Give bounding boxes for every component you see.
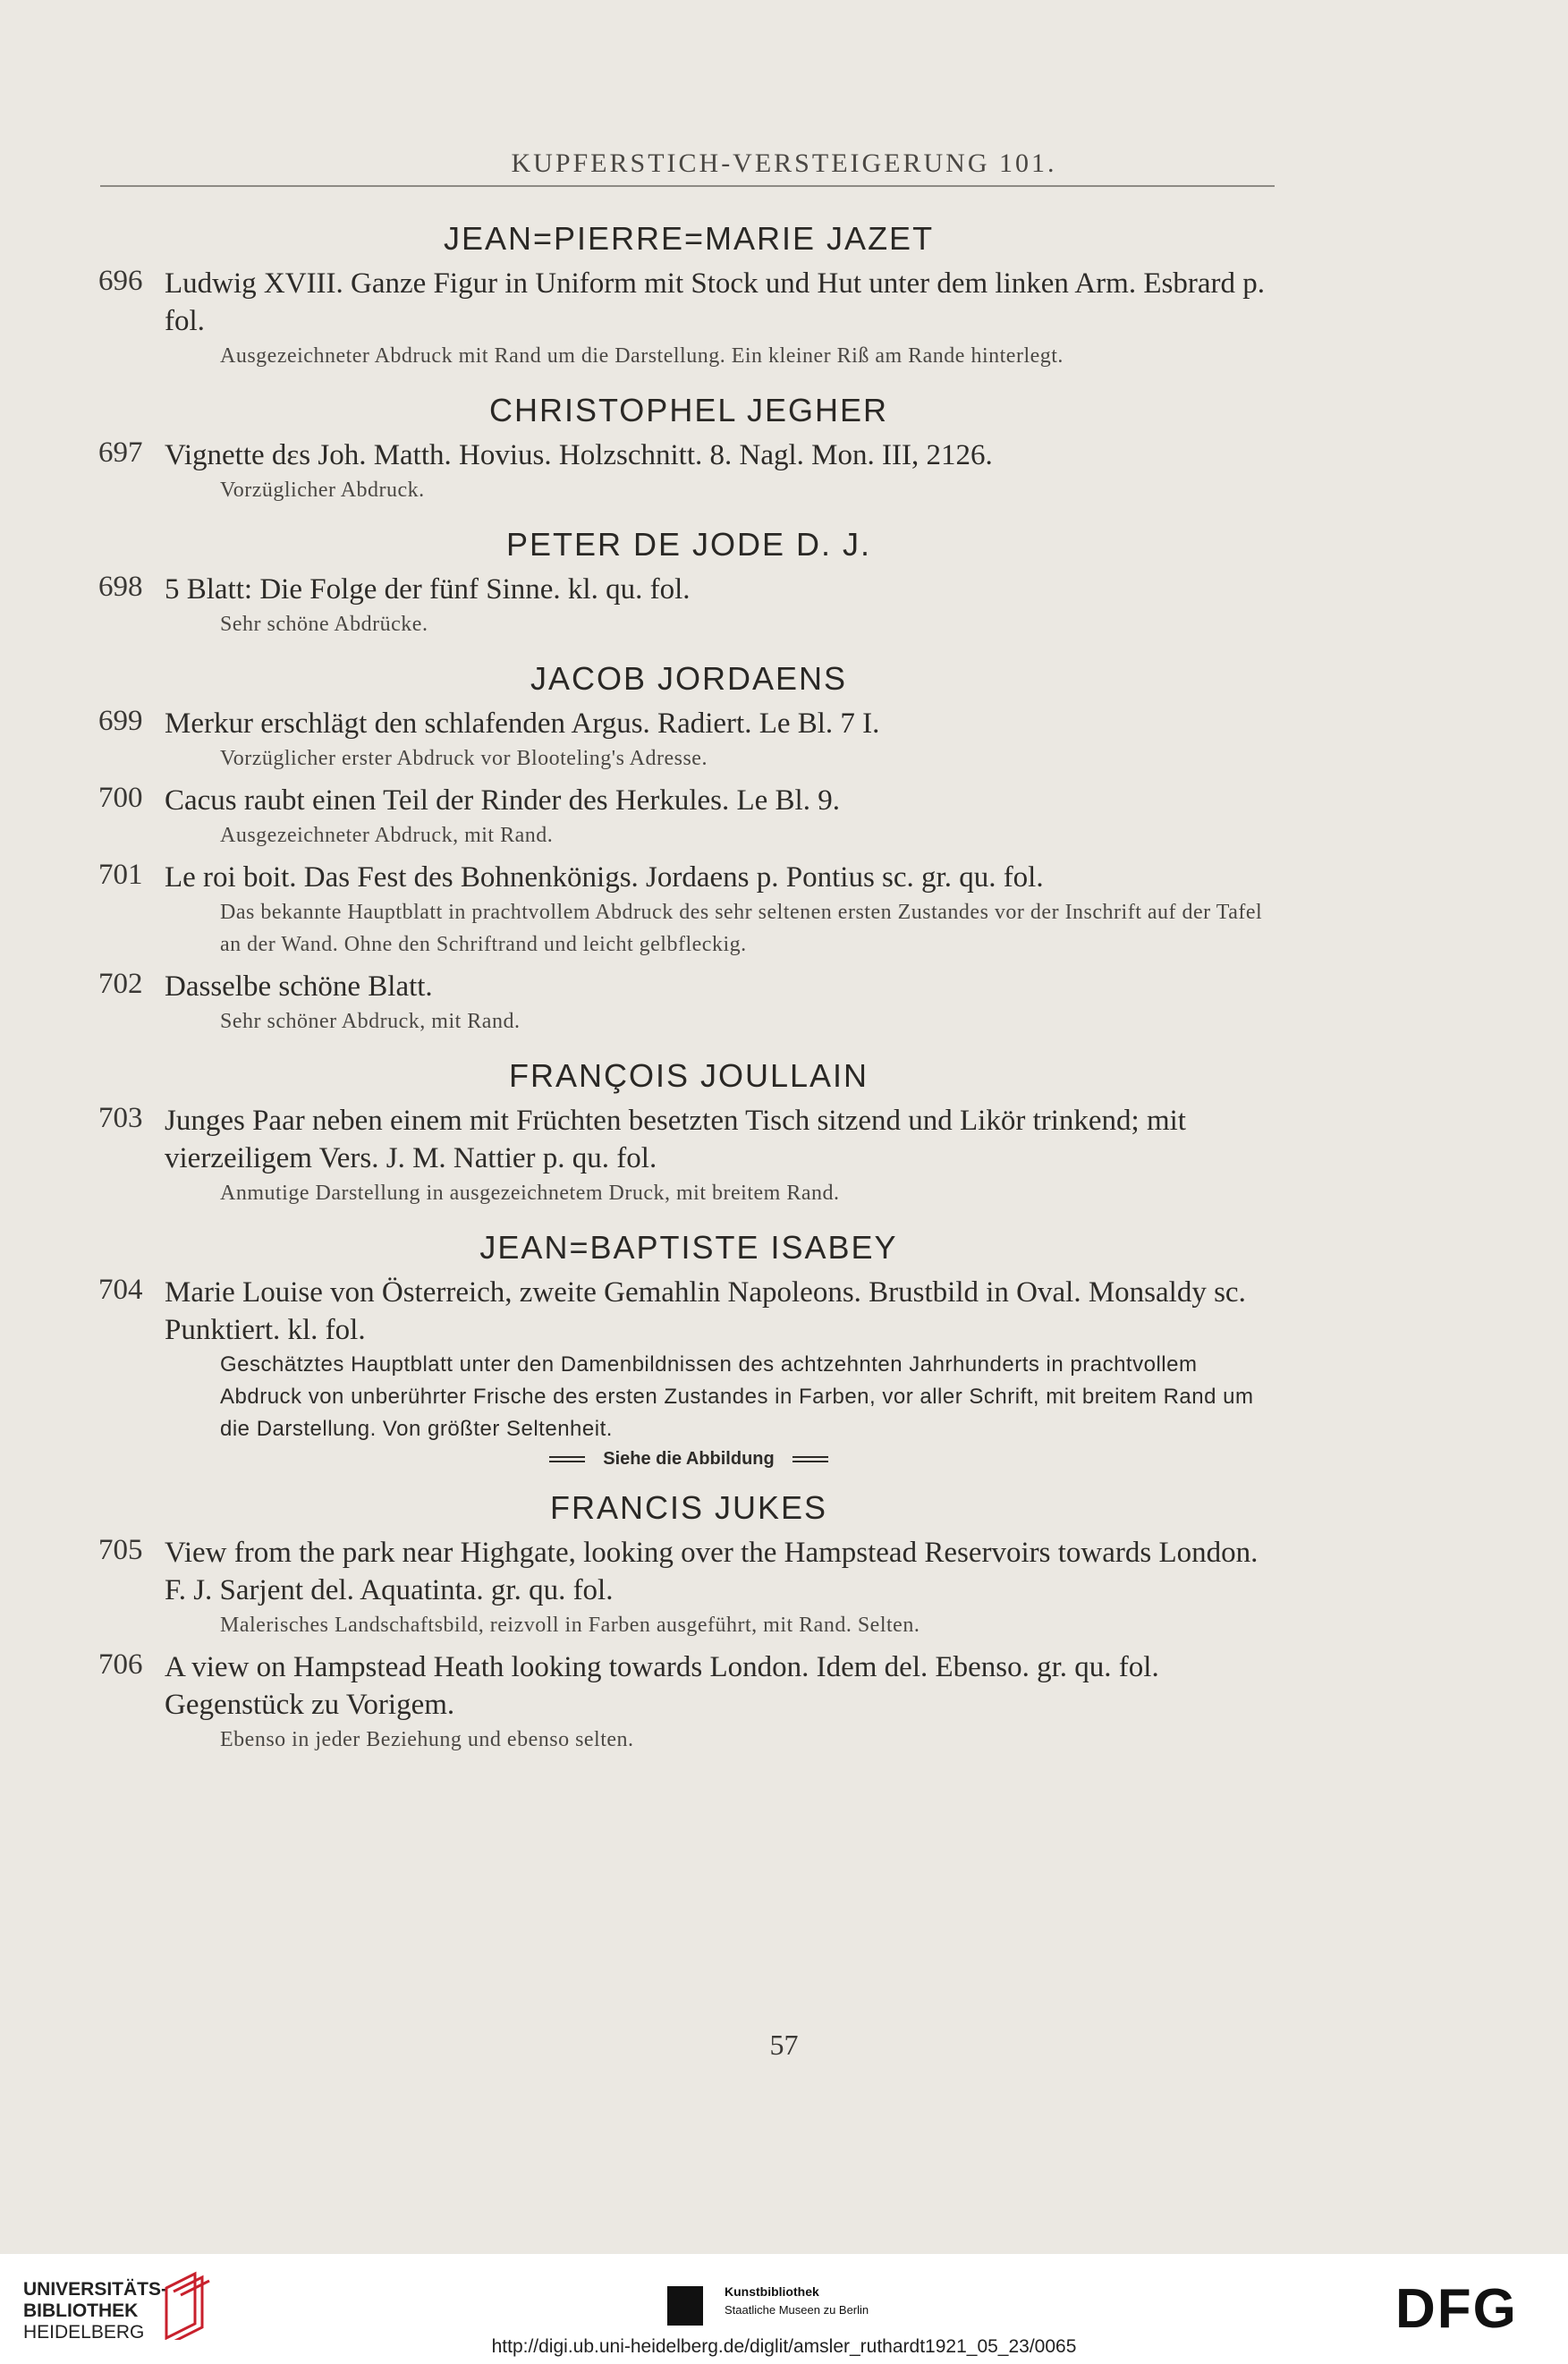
catalog-entry xyxy=(98,1102,1279,1209)
dfg-logo[interactable]: DFG xyxy=(1395,2278,1518,2340)
lot-title: 5 Blatt: Die Folge der fünf Sinne. kl. qu. fol. xyxy=(165,573,691,606)
catalog-entry xyxy=(98,1534,1279,1641)
see-illustration-note xyxy=(98,1449,1279,1470)
catalog-entry xyxy=(98,571,1279,640)
lot-note: Ausgezeichneter Abdruck, mit Rand. xyxy=(220,824,554,847)
lot-title: Junges Paar neben einem mit Früchten besetzten Tisch sitzend und Likör trinkend; mit vierzeiligem Vers. J. M. Nattier p. qu. fol. xyxy=(165,1105,1186,1174)
lot-number: 703 xyxy=(98,1102,143,1134)
lot-number: 698 xyxy=(98,571,143,603)
lot-note: Das bekannte Hauptblatt in prachtvollem Abdruck des sehr seltenen ersten Zustandes vor der Inschrift auf der Tafel an der Wand. Ohne den Schriftrand und leicht gelbfleckig. xyxy=(220,901,1263,956)
artist-heading: JACOB JORDAENS xyxy=(530,660,848,697)
lot-title: A view on Hampstead Heath looking towards London. Idem del. Ebenso. gr. qu. fol. Gegenstück zu Vorigem. xyxy=(165,1651,1159,1721)
ub-heidelberg-logo[interactable] xyxy=(23,2279,167,2343)
digitization-footer xyxy=(0,2254,1568,2364)
artist-heading: FRANCIS JUKES xyxy=(549,1489,828,1526)
lot-note: Vorzüglicher erster Abdruck vor Blooteling's Adresse. xyxy=(220,747,708,770)
source-url-link[interactable]: http://digi.ub.uni-heidelberg.de/diglit/amsler_ruthardt1921_05_23/0065 xyxy=(491,2336,1077,2357)
artist-heading: FRANÇOIS JOULLAIN xyxy=(508,1057,869,1094)
ub-line-1: UNIVERSITÄTS- xyxy=(23,2279,168,2300)
catalog-entry xyxy=(98,436,1279,506)
artist-heading: PETER DE JODE D. J. xyxy=(505,526,872,563)
catalog-entry xyxy=(98,968,1279,1038)
catalog-entry xyxy=(98,782,1279,852)
lot-title: Merkur erschlägt den schlafenden Argus. Radiert. Le Bl. 7 I. xyxy=(165,708,880,740)
lot-number: 702 xyxy=(98,968,143,1000)
lot-number: 699 xyxy=(98,705,143,737)
lot-number: 704 xyxy=(98,1274,143,1306)
lot-number: 696 xyxy=(98,265,143,297)
lot-title: Dasselbe schöne Blatt. xyxy=(165,970,433,1003)
lot-note: Geschätztes Hauptblatt unter den Damenbildnissen des achtzehnten Jahrhunderts in prachtvollem Abdruck von unberührter Frische des ersten Zustandes in Farben, vor aller Schrift, mit breitem Rand um die Darstellung. Von größter Seltenheit. xyxy=(220,1352,1254,1441)
lot-note: Sehr schöne Abdrücke. xyxy=(220,613,428,636)
lot-note: Anmutige Darstellung in ausgezeichnetem Druck, mit breitem Rand. xyxy=(220,1182,840,1205)
ub-line-3: HEIDELBERG xyxy=(23,2322,145,2343)
kunstbibliothek-icon xyxy=(667,2286,703,2326)
catalog-entry xyxy=(98,859,1279,961)
lot-note: Vorzüglicher Abdruck. xyxy=(220,479,425,502)
lot-number: 700 xyxy=(98,782,143,814)
catalog-entry xyxy=(98,705,1279,775)
catalog-column xyxy=(98,206,1279,1756)
lot-number: 705 xyxy=(98,1534,143,1566)
artist-heading: CHRISTOPHEL JEGHER xyxy=(488,392,889,428)
lot-number: 706 xyxy=(98,1648,143,1681)
artist-heading: JEAN=BAPTISTE ISABEY xyxy=(479,1229,898,1266)
kb-subtitle: Staatliche Museen zu Berlin xyxy=(725,2303,869,2317)
lot-note: Sehr schöner Abdruck, mit Rand. xyxy=(220,1010,521,1033)
ub-emblem-icon xyxy=(159,2270,213,2340)
catalog-entry xyxy=(98,1648,1279,1756)
lot-title: Marie Louise von Österreich, zweite Gemahlin Napoleons. Brustbild in Oval. Monsaldy sc. Punktiert. kl. fol. xyxy=(165,1276,1246,1346)
lot-title: Vignette dεs Joh. Matth. Hovius. Holzschnitt. 8. Nagl. Mon. III, 2126. xyxy=(165,439,993,471)
lot-note: Malerisches Landschaftsbild, reizvoll in Farben ausgeführt, mit Rand. Selten. xyxy=(220,1614,920,1637)
lot-note: Ausgezeichneter Abdruck mit Rand um die Darstellung. Ein kleiner Riß am Rande hinterlegt. xyxy=(220,344,1064,368)
lot-title: Cacus raubt einen Teil der Rinder des Herkules. Le Bl. 9. xyxy=(165,784,840,817)
header-rule xyxy=(100,185,1275,187)
running-head: KUPFERSTICH-VERSTEIGERUNG 101. xyxy=(511,148,1057,178)
lot-number: 701 xyxy=(98,859,143,891)
lot-note: Ebenso in jeder Beziehung und ebenso selten. xyxy=(220,1728,634,1751)
double-rule-left xyxy=(549,1456,585,1462)
lot-title: Ludwig XVIII. Ganze Figur in Uniform mit Stock und Hut unter dem linken Arm. Esbrard p. fol. xyxy=(165,267,1265,337)
catalog-entry xyxy=(98,265,1279,372)
kb-name: Kunstbibliothek xyxy=(725,2284,819,2299)
artist-heading: JEAN=PIERRE=MARIE JAZET xyxy=(443,220,935,257)
lot-title: Le roi boit. Das Fest des Bohnenkönigs. Jordaens p. Pontius sc. gr. qu. fol. xyxy=(165,861,1044,894)
lot-number: 697 xyxy=(98,436,143,469)
catalog-entry xyxy=(98,1274,1279,1445)
ub-line-2: BIBLIOTHEK xyxy=(23,2300,139,2321)
double-rule-right xyxy=(792,1456,828,1462)
see-illustration-text: Siehe die Abbildung xyxy=(603,1449,775,1469)
page-number: 57 xyxy=(769,2029,799,2061)
lot-title: View from the park near Highgate, looking over the Hampstead Reservoirs towards London. F. J. Sarjent del. Aquatinta. gr. qu. fol. xyxy=(165,1537,1259,1606)
